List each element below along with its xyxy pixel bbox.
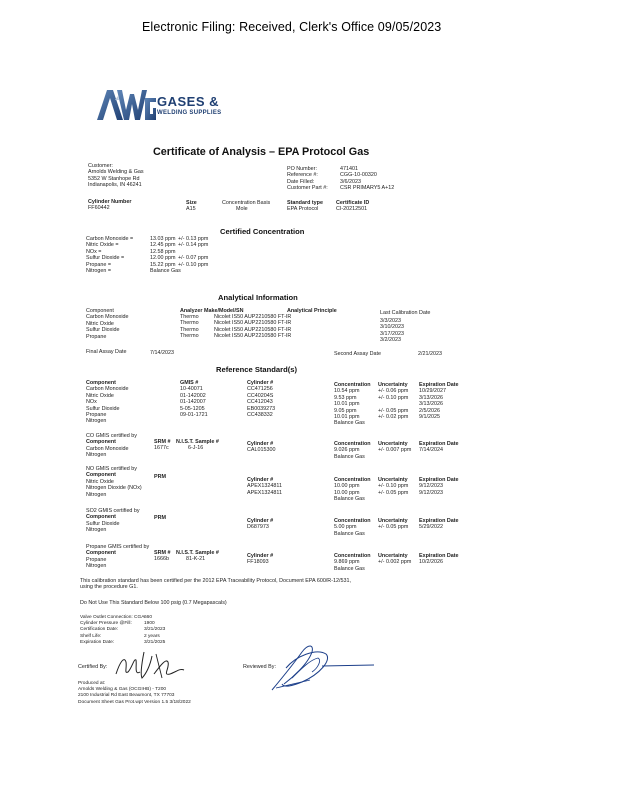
so2-block-label: SO2 GMIS certified by — [86, 508, 140, 514]
propane-uncertainty-col — [378, 553, 411, 566]
propane-uncertainty-header: Uncertainty — [378, 553, 408, 559]
gmis-uncertainty: +/- 0.05 ppm — [378, 407, 409, 414]
propane-uncertainty: +/- 0.002 ppm — [378, 559, 412, 566]
no-balance: Balance Gas — [334, 496, 365, 503]
ai-date: 3/2/2023 — [380, 337, 401, 344]
concentration-basis-header: Concentration Basis — [222, 200, 271, 206]
co-uncertainty-col — [378, 441, 411, 454]
gmis-expiration: 9/1/2025 — [419, 414, 440, 421]
second-assay-label: Second Assay Date — [334, 351, 382, 357]
first-assay-label: Final Assay Date — [86, 349, 127, 355]
co-component-header: Component — [86, 439, 116, 446]
customer-part-label: Customer Part #: — [287, 185, 328, 192]
co-block-left — [86, 433, 137, 459]
co-expiration: 7/14/2024 — [419, 447, 443, 454]
size-col — [186, 200, 197, 213]
propane-sample: 81-K-21 — [186, 556, 206, 563]
gmis-expiration: 3/13/2026 — [419, 394, 443, 401]
po-number-value: 471401 — [340, 166, 358, 172]
gmis-uncertainty-header: Uncertainty — [378, 382, 408, 388]
no-cylinder-col — [247, 477, 282, 496]
gmis-cylinder-header: Cylinder # — [247, 380, 274, 386]
gmis-expiration: 2/5/2026 — [419, 407, 440, 414]
no-prm-header: PRM — [154, 474, 166, 480]
ai-model: Nicolet IS50 AUP2210580 FT-IR — [214, 333, 292, 340]
concentration-basis-col — [222, 200, 270, 213]
no-component: Nitrogen Dioxide (NOx) — [86, 485, 142, 492]
ai-make: Thermo — [180, 326, 199, 333]
so2-uncertainty-header: Uncertainty — [378, 518, 408, 524]
ai-date: 3/3/2023 — [380, 318, 401, 324]
gmis-number: 01-142002 — [180, 392, 206, 399]
gmis-concentration: 9.53 ppm — [334, 394, 357, 401]
gmis-number: 01-142007 — [180, 399, 206, 406]
standard-type-header: Standard type — [287, 200, 323, 206]
gmis-cylinder: EB0039273 — [247, 405, 276, 412]
details-values — [144, 615, 165, 646]
standard-type-col — [287, 200, 323, 213]
gmis-component: Sulfur Dioxide — [86, 405, 120, 412]
no-concentration: 10.00 ppm — [334, 489, 360, 496]
cc-value: 15.22 ppm — [150, 261, 176, 268]
second-assay-value: 2/21/2023 — [418, 351, 442, 357]
cc-value: 12.45 ppm — [150, 242, 176, 249]
gmis-number: 5-05-1205 — [180, 405, 205, 412]
co-expiration-col — [419, 441, 459, 454]
gmis-cylinder: CC438332 — [247, 412, 273, 419]
co-component: Carbon Monoxide — [86, 445, 129, 452]
ai-make: Thermo — [180, 314, 199, 320]
cylinder-number-header: Cylinder Number — [88, 199, 132, 205]
no-cylinder: APEX1324811 — [247, 483, 282, 490]
cylinder-number-col — [88, 199, 131, 212]
certificate-id-header: Certificate ID — [336, 200, 370, 206]
gmis-uncertainty: +/- 0.10 ppm — [378, 394, 409, 401]
produced-line: Arnolds Welding & Gas (OCGIHB) - T200 — [78, 687, 167, 693]
propane-sample-col — [176, 550, 219, 563]
propane-component: Nitrogen — [86, 563, 107, 570]
date-filled-label: Date Filled: — [287, 178, 315, 185]
gmis-cylinder: CC412043 — [247, 399, 273, 406]
certified-by-label: Certified By: — [78, 664, 108, 670]
propane-balance: Balance Gas — [334, 565, 365, 572]
gmis-cylinder: CC471256 — [247, 386, 273, 393]
gmis-component: Carbon Monoxide — [86, 386, 129, 393]
standard-type-value: EPA Protocol — [287, 206, 319, 213]
reference-value: CGG-10-00320 — [340, 172, 377, 179]
so2-cylinder-header: Cylinder # — [247, 518, 274, 524]
propane-sample-header: N.I.S.T. Sample # — [176, 550, 219, 556]
so2-expiration: 5/29/2022 — [419, 524, 443, 531]
no-concentration-header: Concentration — [334, 477, 371, 483]
no-block-label: NO GMIS certified by — [86, 466, 137, 472]
no-component: Nitric Oxide — [86, 478, 114, 485]
no-concentration-col — [334, 477, 371, 503]
so2-expiration-col — [419, 518, 459, 531]
co-uncertainty: +/- 0.007 ppm — [378, 447, 412, 454]
gmis-number: 10-40071 — [180, 386, 203, 393]
cc-component: Sulfur Dioxide = — [86, 255, 125, 262]
co-component: Nitrogen — [86, 452, 107, 459]
cc-value: Balance Gas — [150, 268, 181, 275]
gmis-number-header: GMIS # — [180, 380, 199, 386]
co-concentration-col — [334, 441, 371, 460]
certified-by-signature-icon — [110, 648, 190, 684]
filing-header: Electronic Filing: Received, Clerk's Office 09/05/2023 — [142, 20, 442, 34]
gmis-concentrations — [334, 382, 371, 427]
gmis-expiration-header: Expiration Date — [419, 382, 459, 388]
order-info-labels — [287, 166, 328, 192]
no-expiration: 9/12/2023 — [419, 489, 443, 496]
no-uncertainty: +/- 0.10 ppm — [378, 483, 409, 490]
statement-line: using the procedure G1. — [80, 584, 138, 591]
ai-date: 3/10/2023 — [380, 324, 404, 331]
ai-model: Nicolet IS50 AUP2210580 FT-IR — [214, 314, 292, 320]
do-not-use-notice: Do Not Use This Standard Below 100 psig (0.7 Megapascals) — [80, 600, 227, 606]
propane-concentration-header: Concentration — [334, 553, 371, 559]
co-srm-col — [154, 439, 170, 452]
gmis-component: Nitric Oxide — [86, 392, 114, 399]
size-header: Size — [186, 200, 197, 206]
analytical-information-title: Analytical Information — [218, 293, 298, 302]
date-filled-value: 3/6/2023 — [340, 178, 361, 185]
ai-make: Thermo — [180, 320, 199, 327]
gmis-expiration: 3/13/2026 — [419, 401, 443, 408]
no-cylinder: APEX1324811 — [247, 489, 282, 496]
no-uncertainty-header: Uncertainty — [378, 477, 408, 483]
po-number-label: PO Number: — [287, 166, 317, 172]
cc-tolerance: +/- 0.14 ppm — [178, 242, 209, 249]
gmis-concentration: 10.01 ppm — [334, 401, 360, 408]
so2-cylinder: D687973 — [247, 524, 269, 531]
gmis-concentration-header: Concentration — [334, 382, 371, 388]
propane-block-label: Propane GMIS certified by — [86, 544, 150, 550]
gmis-uncertainty: +/- 0.06 ppm — [378, 388, 409, 395]
produced-line: 2100 Industrial Rd East Beaumont, TX 77703 — [78, 693, 175, 699]
produced-line: Produced at: — [78, 681, 106, 686]
reference-label: Reference #: — [287, 172, 318, 179]
so2-balance: Balance Gas — [334, 530, 365, 537]
gmis-concentration: 10.01 ppm — [334, 414, 360, 421]
no-cylinder-header: Cylinder # — [247, 477, 274, 483]
propane-srm-header: SRM # — [154, 550, 171, 556]
so2-prm-header: PRM — [154, 515, 166, 521]
ai-make: Thermo — [180, 333, 199, 340]
certification-date-label: Certification Date: — [80, 627, 119, 633]
gmis-components — [86, 380, 129, 425]
propane-expiration-col — [419, 553, 459, 566]
co-srm: 1677c — [154, 445, 169, 452]
ai-dates — [380, 318, 404, 344]
propane-component: Propane — [86, 556, 107, 563]
gmis-concentration: 10.54 ppm — [334, 388, 360, 395]
gmis-number: 09-01-1721 — [180, 412, 208, 419]
no-expiration-header: Expiration Date — [419, 477, 459, 483]
propane-expiration: 10/2/2026 — [419, 559, 443, 566]
so2-component-header: Component — [86, 514, 116, 521]
gmis-component: Nitrogen — [86, 418, 107, 425]
no-concentration: 10.00 ppm — [334, 483, 360, 490]
co-expiration-header: Expiration Date — [419, 441, 459, 447]
propane-concentration-col — [334, 553, 371, 572]
gmis-numbers — [180, 380, 208, 418]
so2-cylinder-col — [247, 518, 273, 531]
propane-concentration: 9.869 ppm — [334, 559, 360, 566]
gmis-expirations — [419, 382, 459, 420]
expiration-date-label: Expiration Date: — [80, 639, 115, 645]
cc-component: Propane = — [86, 261, 112, 268]
no-component: Nitrogen — [86, 491, 107, 498]
certification-statement — [80, 578, 351, 591]
no-block-left — [86, 466, 142, 498]
cc-tolerance: +/- 0.07 ppm — [178, 255, 209, 262]
ai-component: Propane — [86, 333, 107, 340]
ai-component: Carbon Monoxide — [86, 314, 129, 321]
co-cylinder-col — [247, 441, 275, 454]
reviewed-by-signature-icon — [262, 638, 382, 698]
gmis-component: NOx — [86, 399, 97, 406]
ai-calibration-header: Last Calibration Date — [380, 310, 431, 316]
statement-line: This calibration standard has been certified per the 2012 EPA Traceability Protocol, Document EPA 600/R-12/531, — [80, 578, 351, 584]
ai-component: Nitric Oxide — [86, 320, 114, 327]
gmis-component: Propane — [86, 412, 107, 419]
so2-expiration-header: Expiration Date — [419, 518, 459, 524]
co-sample: 6-J-16 — [188, 445, 204, 452]
co-concentration: 9.026 ppm — [334, 447, 360, 454]
cc-tolerance: +/- 0.13 ppm — [178, 236, 209, 242]
co-concentration-header: Concentration — [334, 441, 371, 447]
co-balance: Balance Gas — [334, 453, 365, 460]
certification-date-value: 3/21/2023 — [144, 627, 166, 633]
so2-uncertainty: +/- 0.05 ppm — [378, 524, 409, 531]
no-uncertainty: +/- 0.05 ppm — [378, 489, 409, 496]
cylinder-number-value: FF60442 — [88, 205, 110, 212]
so2-concentration-header: Concentration — [334, 518, 371, 524]
shelf-life-label: Shelf Life: — [80, 633, 102, 639]
cc-value: 12.00 ppm — [150, 255, 176, 262]
awg-logo-mark-icon — [95, 88, 157, 122]
certified-components — [86, 236, 133, 274]
valve-outlet-label: Valve Outlet Connection: CGA — [80, 615, 145, 620]
propane-srm: 1666b — [154, 556, 169, 563]
co-block-label: CO GMIS certified by — [86, 433, 137, 439]
shelf-life-value: 2 years — [144, 633, 160, 639]
customer-line: Arnolds Welding & Gas — [88, 169, 144, 176]
so2-concentration: 5.00 ppm — [334, 524, 357, 531]
so2-block-left — [86, 508, 140, 534]
certificate-id-col — [336, 200, 369, 213]
cc-component: Nitrogen = — [86, 268, 112, 275]
propane-cylinder: FF18093 — [247, 559, 269, 566]
details-labels — [80, 615, 144, 646]
cc-tolerance: +/- 0.10 ppm — [178, 261, 209, 268]
co-cylinder-header: Cylinder # — [247, 441, 274, 447]
gmis-cylinders — [247, 380, 275, 418]
ai-model: Nicolet IS50 AUP2210580 FT-IR — [214, 326, 292, 333]
gmis-expiration: 10/29/2027 — [419, 388, 446, 395]
cc-component: Nitric Oxide = — [86, 242, 119, 249]
cylinder-pressure-label: Cylinder Pressure @Fill: — [80, 621, 132, 627]
co-srm-header: SRM # — [154, 439, 171, 445]
first-assay-value: 7/14/2023 — [150, 350, 174, 356]
logo-line2: WELDING SUPPLIES — [157, 110, 222, 116]
gmis-concentration: 9.05 ppm — [334, 407, 357, 414]
customer-line: Indianapolis, IN 46241 — [88, 182, 142, 189]
ai-component-header: Component — [86, 308, 114, 314]
produced-at-block — [78, 681, 191, 706]
cylinder-pressure-value: 1900 — [144, 621, 155, 627]
co-sample-header: N.I.S.T. Sample # — [176, 439, 219, 445]
no-expiration: 9/12/2023 — [419, 483, 443, 490]
customer-line: 5352 W Stanhope Rd — [88, 175, 140, 182]
certificate-title: Certificate of Analysis – EPA Protocol Gas — [153, 146, 370, 158]
so2-uncertainty-col — [378, 518, 408, 531]
so2-component: Sulfur Dioxide — [86, 520, 120, 527]
ai-models — [214, 314, 291, 340]
logo-line1: GASES & — [157, 94, 220, 109]
reference-standards-title: Reference Standard(s) — [216, 365, 298, 374]
no-uncertainty-col — [378, 477, 408, 496]
customer-part-value: CSR PRIMARY5 A+12 — [340, 185, 395, 192]
co-sample-col — [176, 439, 219, 452]
ai-principle-header: Analytical Principle — [287, 308, 337, 314]
customer-block — [88, 163, 144, 189]
propane-srm-col — [154, 550, 170, 563]
ai-makes — [180, 314, 199, 340]
expiration-date-value: 3/21/2025 — [144, 639, 166, 645]
gmis-uncertainty: +/- 0.02 ppm — [378, 414, 409, 421]
customer-label: Customer: — [88, 163, 113, 169]
gmis-cylinder: CC40204S — [247, 392, 274, 399]
ai-model: Nicolet IS50 AUP2210580 FT-IR — [214, 320, 292, 327]
company-logo — [95, 88, 245, 122]
cc-value: 13.03 ppm — [150, 236, 176, 242]
no-component-header: Component — [86, 472, 116, 479]
gmis-concentration: Balance Gas — [334, 420, 365, 427]
co-uncertainty-header: Uncertainty — [378, 441, 408, 447]
concentration-basis-value: Mole — [236, 206, 248, 213]
certified-tolerances — [178, 236, 208, 268]
valve-outlet-value: 660 — [144, 615, 153, 620]
produced-line: Document Sheet Gas Prot.wpt Version 1.5 3/18/2022 — [78, 699, 191, 705]
no-expiration-col — [419, 477, 459, 496]
propane-cylinder-header: Cylinder # — [247, 553, 274, 559]
cc-value: 12.58 ppm — [150, 248, 176, 255]
ai-date: 3/17/2023 — [380, 330, 404, 337]
ai-analyzer-header: Analyzer Make/Model/SN — [180, 308, 244, 314]
certificate-id-value: CI-20212501 — [336, 206, 368, 213]
cc-component: NOx = — [86, 248, 102, 255]
so2-component: Nitrogen — [86, 527, 107, 534]
size-value: A15 — [186, 206, 196, 213]
co-cylinder: CAL015300 — [247, 447, 276, 454]
ai-components — [86, 308, 129, 340]
so2-concentration-col — [334, 518, 371, 537]
ai-component: Sulfur Dioxide — [86, 327, 120, 334]
reviewed-by-label: Reviewed By: — [243, 664, 276, 670]
order-info-values — [340, 166, 394, 192]
propane-expiration-header: Expiration Date — [419, 553, 459, 559]
cc-component: Carbon Monoxide = — [86, 236, 134, 242]
propane-block-left — [86, 544, 149, 570]
propane-cylinder-col — [247, 553, 273, 566]
gmis-uncertainties — [378, 382, 408, 420]
propane-component-header: Component — [86, 550, 116, 557]
certified-values — [150, 236, 181, 274]
certified-concentration-title: Certified Concentration — [220, 227, 305, 236]
gmis-component-header: Component — [86, 380, 116, 386]
